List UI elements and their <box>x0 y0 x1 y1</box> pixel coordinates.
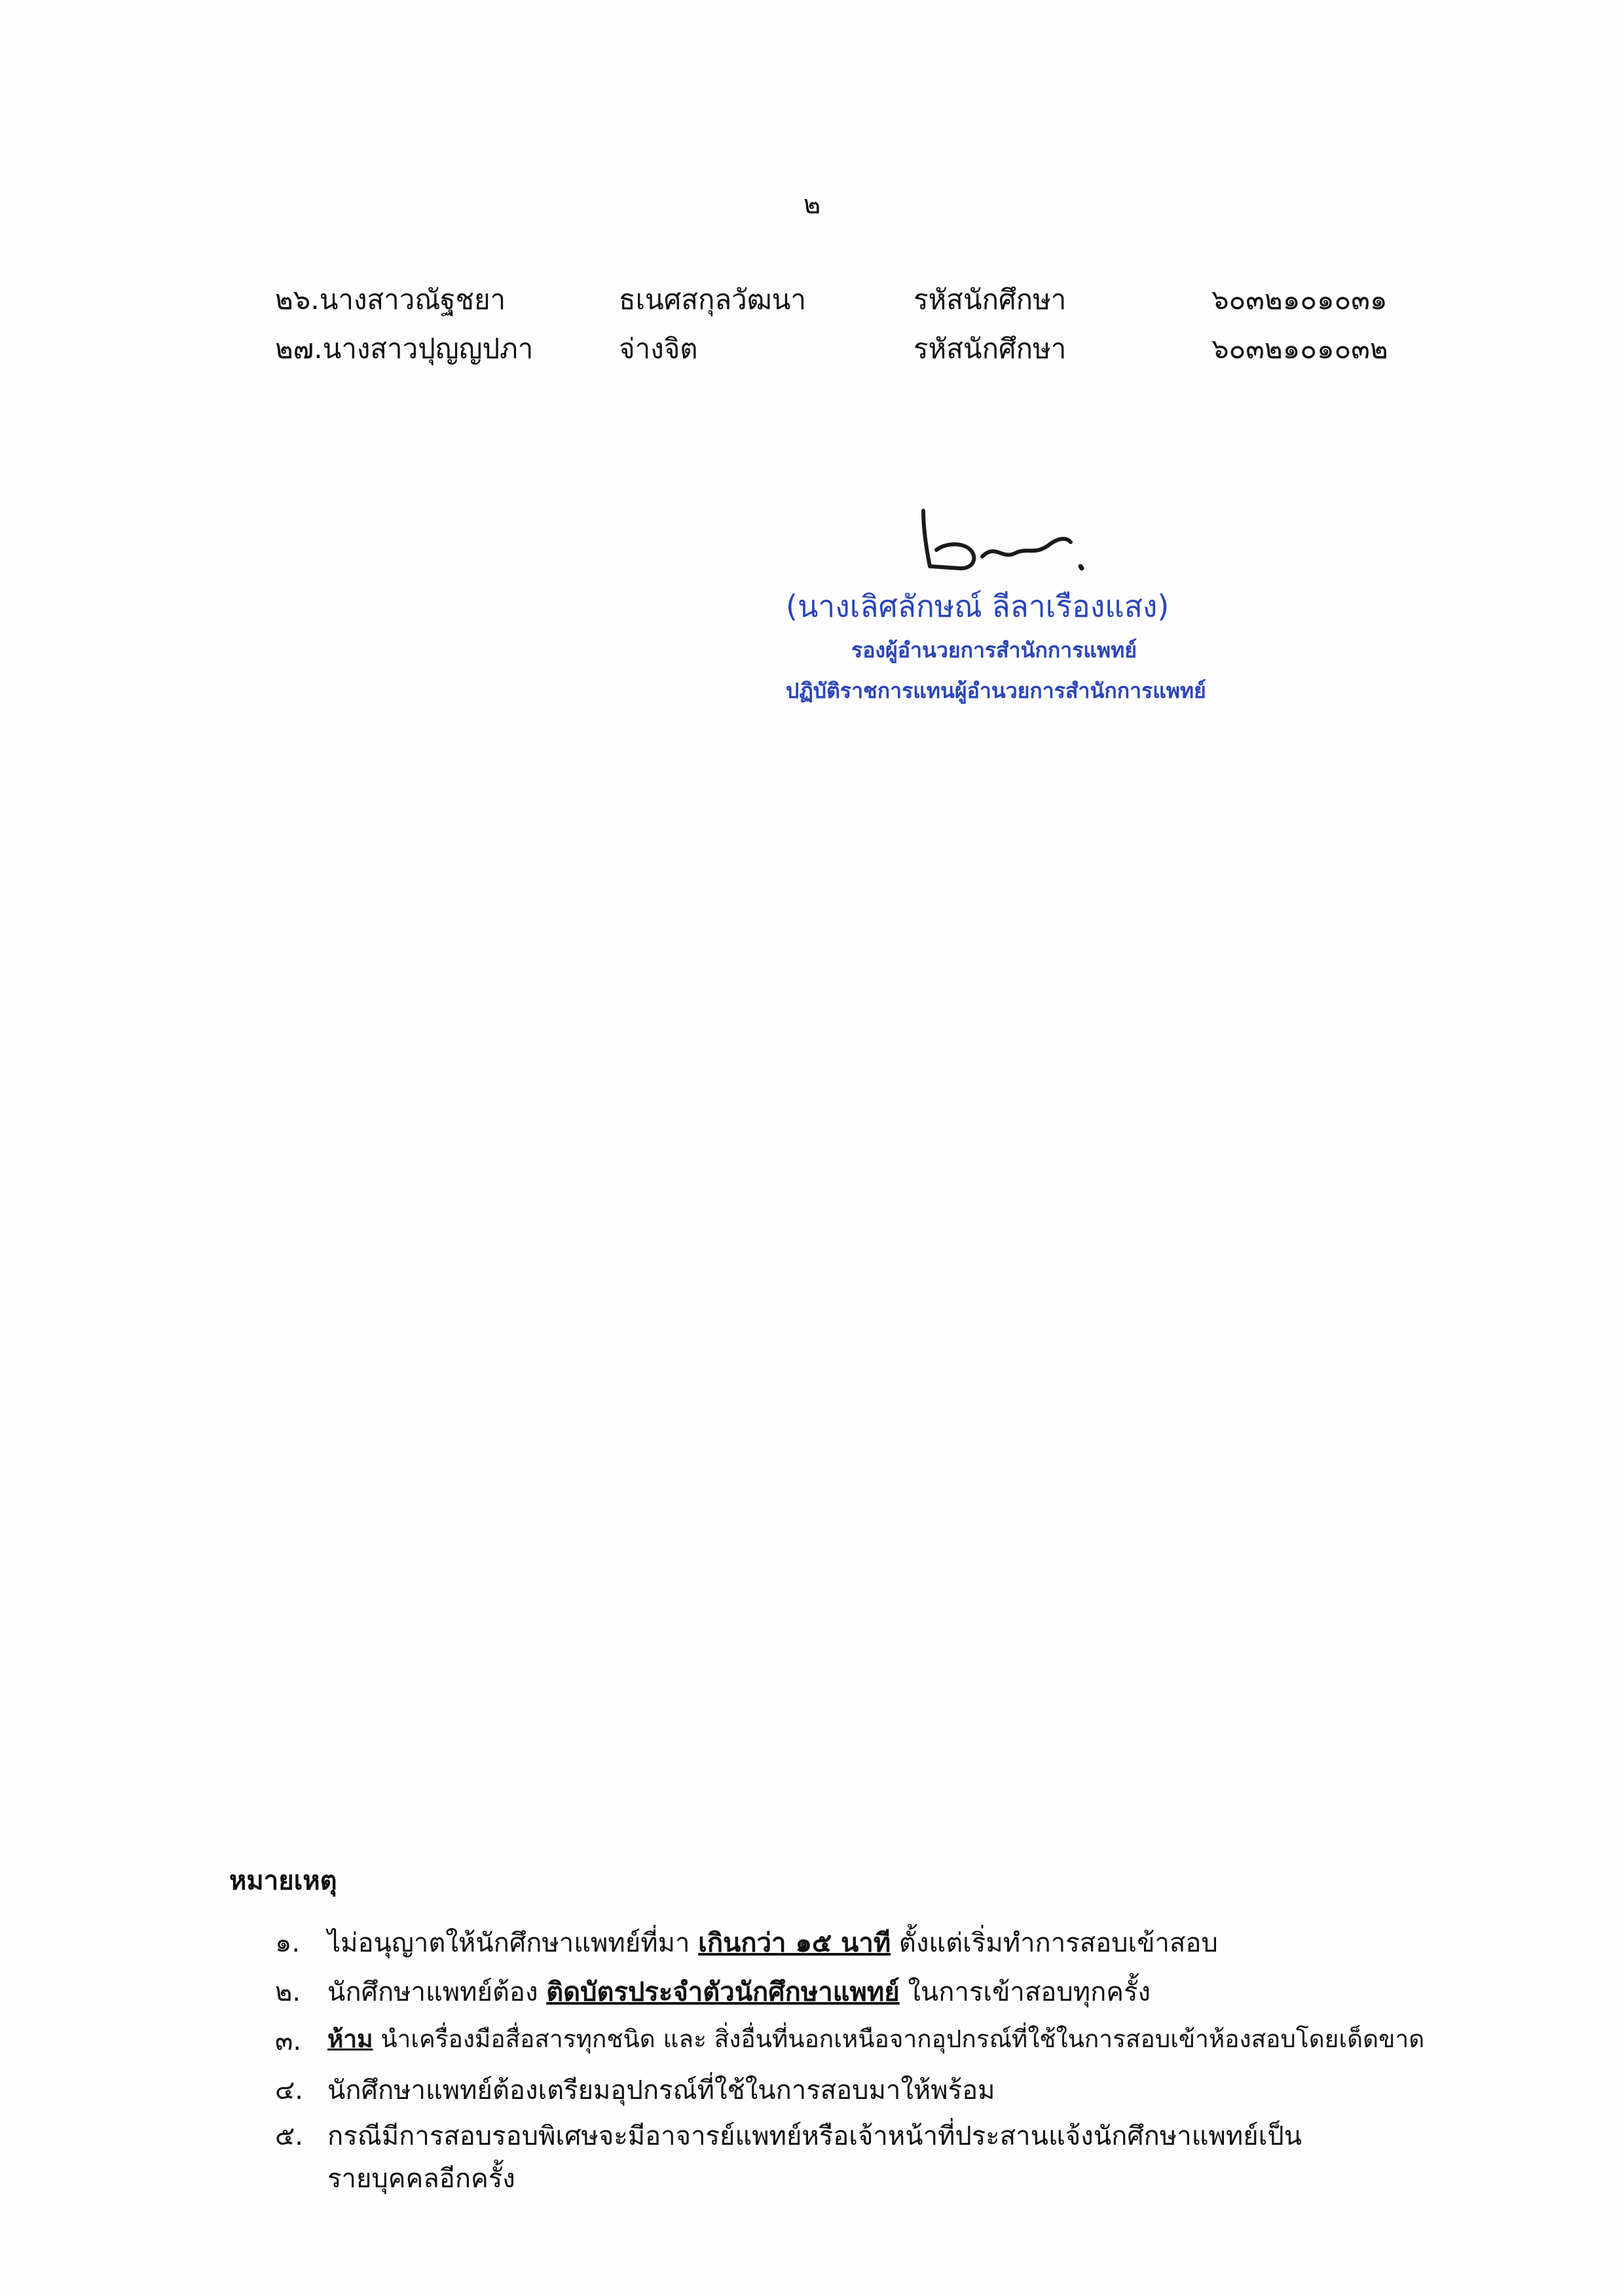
remark-text-post: ในการเข้าสอบทุกครั้ง <box>899 1977 1151 2007</box>
signatory-position: รองผู้อำนวยการสำนักการแพทย์ <box>851 638 1137 663</box>
student-name: ๒๗.นางสาวปุญญปภา <box>275 333 534 365</box>
student-row <box>0 327 1624 367</box>
remark-text <box>327 1922 1218 1963</box>
remarks-title: หมายเหตุ <box>229 1866 337 1896</box>
remark-text-pre: ไม่อนุญาตให้นักศึกษาแพทย์ที่มา <box>327 1928 699 1958</box>
remark-emphasis: ห้าม <box>327 2025 373 2053</box>
remark-text <box>327 1971 1151 2013</box>
student-row <box>0 278 1624 318</box>
remark-text-pre: กรณีมีการสอบรอบพิเศษจะมีอาจารย์แพทย์หรือเจ้าหน้าที่ประสานแจ้งนักศึกษาแพทย์เป็น <box>327 2121 1302 2151</box>
remark-number: ๑. <box>275 1928 301 1958</box>
student-surname: ธเนศสกุลวัฒนา <box>619 283 806 316</box>
remark-emphasis: ติดบัตรประจำตัวนักศึกษาแพทย์ <box>546 1977 900 2007</box>
remark-number: ๕. <box>275 2121 303 2151</box>
remark-text <box>327 2115 1302 2157</box>
student-id: ๖๐๓๒๑๐๑๐๓๑ <box>1211 283 1388 316</box>
remark-text-post: ตั้งแต่เริ่มทำการสอบเข้าสอบ <box>891 1928 1218 1958</box>
signatory-acting-position: ปฏิบัติราชการแทนผู้อำนวยการสำนักการแพทย์ <box>786 678 1206 703</box>
remark-continuation: รายบุคคลอีกครั้ง <box>327 2164 515 2194</box>
student-id-label: รหัสนักศึกษา <box>913 333 1067 365</box>
student-id: ๖๐๓๒๑๐๑๐๓๒ <box>1211 333 1388 365</box>
remark-number: ๒. <box>275 1977 301 2007</box>
remark-text-pre: นักศึกษาแพทย์ต้องเตรียมอุปกรณ์ที่ใช้ในการสอบมาให้พร้อม <box>327 2075 995 2105</box>
remark-text <box>327 2020 1424 2058</box>
signatory-name: (นางเลิศลักษณ์ ลีลาเรืองแสง) <box>786 589 1170 624</box>
remark-text-pre: นักศึกษาแพทย์ต้อง <box>327 1977 547 2007</box>
handwritten-signature <box>904 498 1139 583</box>
student-id-label: รหัสนักศึกษา <box>913 283 1067 316</box>
remark-emphasis: เกินกว่า ๑๕ นาที <box>698 1928 891 1958</box>
student-surname: จ่างจิต <box>619 333 698 365</box>
remark-text <box>327 2069 995 2111</box>
remark-text-post: นำเครื่องมือสื่อสารทุกชนิด และ สิ่งอื่นที่นอกเหนือจากอุปกรณ์ที่ใช้ในการสอบเข้าห้องสอบโดยเด็ดขาด <box>373 2025 1425 2053</box>
page-number: ๒ <box>803 190 821 220</box>
remark-number: ๔. <box>275 2075 303 2105</box>
remark-number: ๓. <box>275 2026 302 2056</box>
student-name: ๒๖.นางสาวณัฐชยา <box>275 283 506 316</box>
